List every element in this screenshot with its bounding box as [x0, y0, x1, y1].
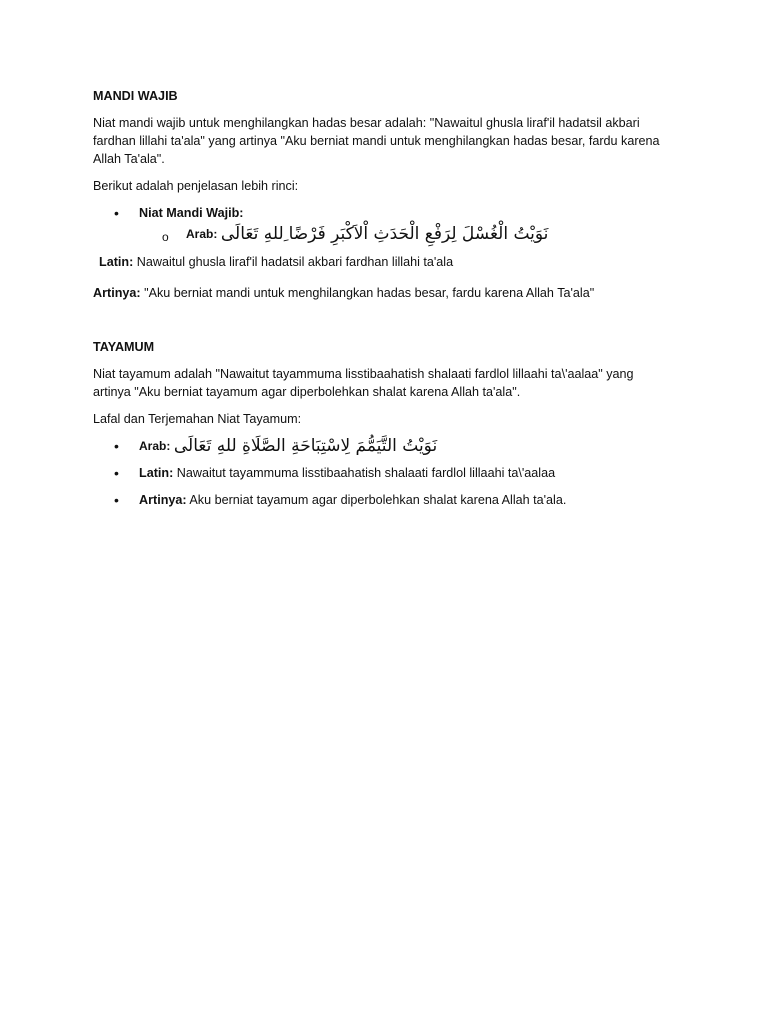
arab-label: Arab: — [186, 227, 218, 241]
list-item-niat-mandi-wajib — [93, 204, 665, 222]
niat-mandi-wajib-label: Niat Mandi Wajib: — [139, 206, 244, 220]
latin-text-mandi: Nawaitul ghusla liraf'il hadatsil akbari fardhan lillahi ta'ala — [136, 255, 454, 269]
section-title-mandi-wajib: MANDI WAJIB — [93, 89, 178, 103]
latin-label: Latin: — [99, 255, 134, 269]
arab-text-tayamum: نَوَيْتُ التَّيَمُّمَ لِاسْتِبَاحَةِ الصَّلَاةِ للهِ تَعَالَى — [173, 435, 438, 456]
tayamum-list — [93, 437, 665, 509]
arab-text-mandi: نَوَيْتُ الْغُسْلَ لِرَفْعِ الْحَدَثِ اْلاَكْبَرِ فَرْضًا ِللهِ تَعَالَى — [220, 224, 549, 244]
mandi-wajib-list — [93, 204, 665, 222]
list-item-arab-tayamum — [93, 437, 665, 455]
section-spacer — [93, 302, 665, 338]
latin-line-mandi — [93, 253, 665, 271]
list-item-latin-tayamum — [93, 464, 665, 482]
latin-text-tayamum: Nawaitut tayammuma lisstibaahatish shalaati fardlol lillaahi ta\'aalaa — [176, 465, 556, 480]
document-content — [93, 87, 665, 509]
artinya-label: Artinya: — [93, 285, 141, 300]
latin-label: Latin: — [139, 465, 174, 480]
mandi-wajib-intro: Niat mandi wajib untuk menghilangkan hadas besar adalah: "Nawaitul ghusla liraf'il hadatsil akbari fardhan lillahi ta'ala" yang artinya "Aku berniat mandi untuk menghilangkan hadas besar, fardu karena Allah Ta'ala". — [93, 116, 660, 166]
artinya-line-mandi — [93, 284, 665, 302]
artinya-text-mandi: "Aku berniat mandi untuk menghilangkan hadas besar, fardu karena Allah Ta'ala" — [144, 285, 595, 300]
artinya-text-tayamum: Aku berniat tayamum agar diperbolehkan shalat karena Allah ta'ala. — [189, 492, 567, 507]
mandi-wajib-detail-intro: Berikut adalah penjelasan lebih rinci: — [93, 179, 299, 193]
tayamum-lafal-intro: Lafal dan Terjemahan Niat Tayamum: — [93, 411, 302, 426]
arab-label: Arab: — [139, 438, 171, 453]
tayamum-intro: Niat tayamum adalah "Nawaitut tayammuma lisstibaahatish shalaati fardlol lillaahi ta\'aalaa" yang artinya "Aku berniat tayamum agar diperbolehkan shalat karena Allah ta'ala". — [93, 366, 634, 399]
sub-item-arab-mandi — [93, 225, 665, 249]
artinya-label: Artinya: — [139, 492, 187, 507]
list-item-artinya-tayamum — [93, 491, 665, 509]
section-title-tayamum: TAYAMUM — [93, 339, 155, 354]
